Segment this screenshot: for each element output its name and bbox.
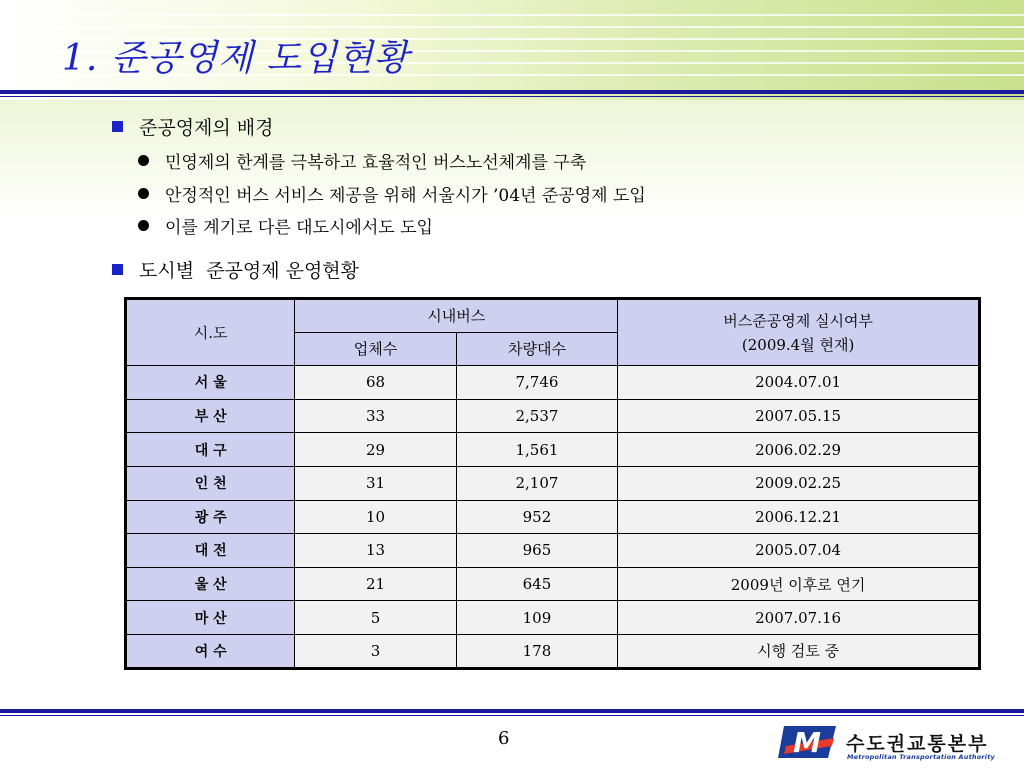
slide-title: 1. 준공영제 도입현황 bbox=[62, 38, 410, 79]
title-divider bbox=[0, 90, 1024, 94]
table-row bbox=[126, 433, 980, 467]
bullet-text: 안정적인 버스 서비스 제공을 위해 서울시가 ’04년 준공영제 도입 bbox=[165, 186, 646, 206]
city-cell: 광 주 bbox=[126, 500, 295, 534]
org-name-korean: 수도권교통본부 bbox=[846, 733, 989, 755]
companies-cell: 33 bbox=[295, 399, 456, 433]
city-cell: 서 울 bbox=[126, 366, 295, 400]
companies-cell: 29 bbox=[295, 433, 456, 467]
status-cell: 2004.07.01 bbox=[618, 366, 980, 400]
status-cell: 2007.05.15 bbox=[618, 399, 980, 433]
status-cell: 2006.02.29 bbox=[618, 433, 980, 467]
status-cell: 시행 검토 중 bbox=[618, 634, 980, 668]
page-number: 6 bbox=[498, 728, 510, 749]
header-vehicles: 차량대수 bbox=[456, 332, 617, 366]
bullet-item bbox=[138, 181, 646, 206]
vehicles-cell: 645 bbox=[456, 567, 617, 601]
section-heading-text: 준공영제의 배경 bbox=[139, 117, 274, 139]
title-divider-thin bbox=[0, 96, 1024, 97]
header-city: 시.도 bbox=[126, 299, 295, 366]
bullet-item bbox=[138, 213, 433, 238]
footer-divider-thin bbox=[0, 715, 1024, 716]
vehicles-cell: 2,107 bbox=[456, 466, 617, 500]
vehicles-cell: 965 bbox=[456, 534, 617, 568]
city-cell: 인 천 bbox=[126, 466, 295, 500]
companies-cell: 5 bbox=[295, 601, 456, 635]
header-city-bus: 시내버스 bbox=[295, 299, 618, 333]
header-status bbox=[618, 299, 980, 366]
companies-cell: 68 bbox=[295, 366, 456, 400]
status-cell: 2005.07.04 bbox=[618, 534, 980, 568]
table-row bbox=[126, 634, 980, 668]
section-city-status-heading bbox=[112, 256, 359, 283]
footer-divider bbox=[0, 709, 1024, 713]
logo-letter: M bbox=[793, 726, 821, 759]
table-row bbox=[126, 399, 980, 433]
city-cell: 여 수 bbox=[126, 634, 295, 668]
companies-cell: 31 bbox=[295, 466, 456, 500]
companies-cell: 13 bbox=[295, 534, 456, 568]
vehicles-cell: 952 bbox=[456, 500, 617, 534]
table-row bbox=[126, 500, 980, 534]
table-row bbox=[126, 534, 980, 568]
header-status-line1: 버스준공영제 실시여부 bbox=[723, 311, 873, 330]
header-status-line2: (2009.4월 현재) bbox=[741, 335, 855, 354]
dot-bullet-icon bbox=[138, 220, 149, 231]
bullet-text: 민영제의 한계를 극복하고 효율적인 버스노선체계를 구축 bbox=[165, 153, 587, 173]
square-bullet-icon bbox=[112, 121, 123, 132]
city-cell: 대 전 bbox=[126, 534, 295, 568]
city-cell: 울 산 bbox=[126, 567, 295, 601]
city-cell: 부 산 bbox=[126, 399, 295, 433]
status-cell: 2009.02.25 bbox=[618, 466, 980, 500]
vehicles-cell: 109 bbox=[456, 601, 617, 635]
table-row bbox=[126, 567, 980, 601]
status-cell: 2009년 이후로 연기 bbox=[618, 567, 980, 601]
city-cell: 마 산 bbox=[126, 601, 295, 635]
companies-cell: 21 bbox=[295, 567, 456, 601]
header-companies: 업체수 bbox=[295, 332, 456, 366]
table-row bbox=[126, 466, 980, 500]
org-logo-icon bbox=[778, 722, 838, 762]
vehicles-cell: 178 bbox=[456, 634, 617, 668]
section-heading-text: 도시별 준공영제 운영현황 bbox=[139, 260, 360, 282]
table-row bbox=[126, 601, 980, 635]
square-bullet-icon bbox=[112, 264, 123, 275]
bullet-item bbox=[138, 148, 586, 173]
status-cell: 2007.07.16 bbox=[618, 601, 980, 635]
vehicles-cell: 1,561 bbox=[456, 433, 617, 467]
companies-cell: 3 bbox=[295, 634, 456, 668]
status-cell: 2006.12.21 bbox=[618, 500, 980, 534]
dot-bullet-icon bbox=[138, 155, 149, 166]
table-body bbox=[126, 366, 980, 668]
section-background-heading bbox=[112, 113, 274, 140]
vehicles-cell: 7,746 bbox=[456, 366, 617, 400]
table-row bbox=[126, 366, 980, 400]
dot-bullet-icon bbox=[138, 188, 149, 199]
companies-cell: 10 bbox=[295, 500, 456, 534]
bullet-text: 이를 계기로 다른 대도시에서도 도입 bbox=[165, 218, 433, 238]
vehicles-cell: 2,537 bbox=[456, 399, 617, 433]
city-status-table bbox=[124, 297, 981, 670]
city-cell: 대 구 bbox=[126, 433, 295, 467]
org-name-english: Metropolitan Transportation Authority bbox=[847, 753, 995, 761]
